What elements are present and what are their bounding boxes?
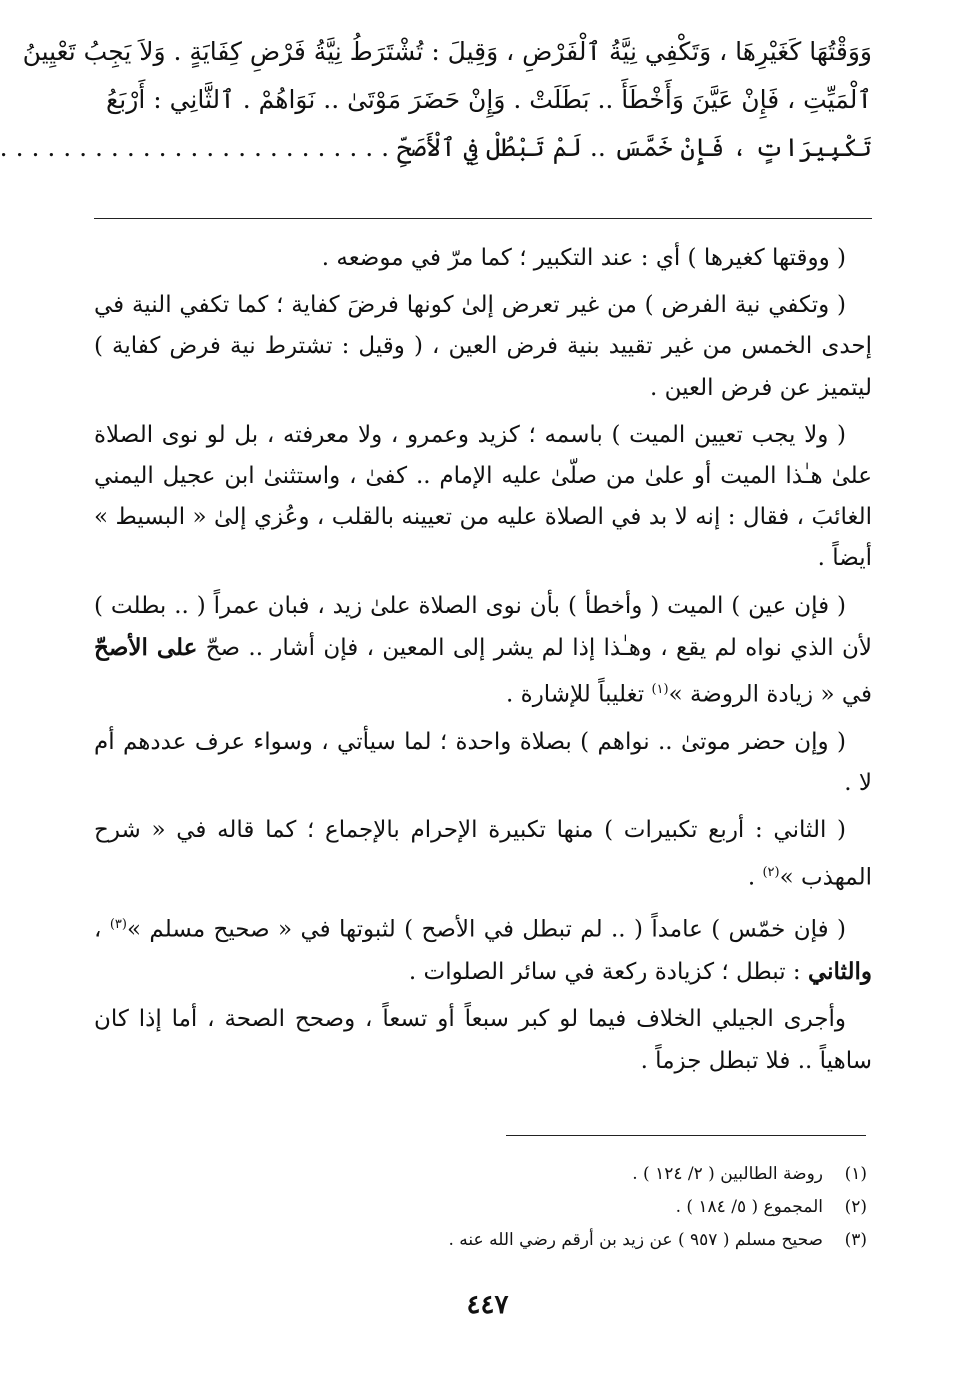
paragraph-7 [94,904,872,993]
page-number: ٤٤٧ [466,1290,509,1320]
footnote-number: (٢) [844,1197,867,1217]
paragraph-text: ( فإن خمّس ) عامداً ( .. لم تبطل في الأصح ) لثبوتها في « صحيح مسلم » [126,917,846,944]
footnote-text: صحيح مسلم ( ٩٥٧ ) عن زيد بن أرقم رضي الله عنه . [448,1230,823,1250]
paragraph-text: . [747,864,756,891]
paragraph-text: ( وإن حضر موتىٰ .. نواهم ) بصلاة واحدة ؛ لما سيأتي ، وسواء عرف عددهم أم لا . [94,728,872,797]
footnote-3 [167,1224,867,1257]
paragraph-1 [94,238,872,279]
paragraph-2 [94,285,872,409]
footnote-text: المجموع ( ٥/ ١٨٤ ) . [675,1197,823,1217]
footnote-2 [167,1191,867,1224]
matn-line-2: ٱلْمَيِّتِ ، فَإِنْ عَيَّنَ وَأَخْطَأَ .. بَطَلَتْ . وَإِنْ حَضَرَ مَوْتَىٰ .. نَوَاهُمْ . ٱلثَّانِي : أَرْبَعُ [106,85,872,114]
paragraph-text: ، [94,917,102,944]
footnote-1 [167,1158,867,1191]
bold-phrase: والثاني [807,958,872,986]
paragraph-text: وأجرى الجيلي الخلاف فيما لو كبر سبعاً أو تسعاً ، وصحح الصحة ، أما إذا كان ساهياً .. فلا تبطل جزماً . [94,1006,872,1074]
paragraph-8 [94,999,872,1081]
paragraph-text: : تبطل ؛ كزيادة ركعة في سائر الصلوات . [408,959,801,986]
footnote-ref-3[interactable]: (٣) [109,917,127,933]
paragraph-5 [94,722,872,804]
matn-line-3: تَكْبِيرَاتٍ ، فَإِنْ خَمَّسَ .. لَمْ تَبْطُلْ فِي ٱلْأَصَحِّ . . . . . . . . . . . . . . . . . . . . . . . . . [0,133,872,162]
paragraph-4 [94,586,872,716]
paragraph-text: في « زيادة الروضة » [668,681,872,708]
paragraph-text: ( وتكفي نية الفرض ) من غير تعرض إلىٰ كونها فرضَ كفاية ؛ كما تكفي النية في إحدى الخمس من غير تقييد بنية فرض العين ، ( وقيل : تشترط نية فرض كفاية ) ليتميز عن فرض العين . [94,292,872,401]
commentary-block [94,238,872,1088]
footnotes [167,1158,867,1257]
paragraph-text: ( الثاني : أربع تكبيرات ) منها تكبيرة الإحرام بالإجماع ؛ كما قاله في « شرح المهذب » [94,817,872,891]
footnote-rule [506,1135,866,1136]
matn-block [0,28,872,172]
paragraph-6 [94,810,872,898]
separator-rule [94,218,872,219]
paragraph-text: ( ووقتها كغيرها ) أي : عند التكبير ؛ كما مرّ في موضعه . [321,245,846,271]
footnote-ref-1[interactable]: (١) [651,682,669,698]
footnote-number: (١) [844,1164,867,1184]
paragraph-3 [94,415,872,580]
paragraph-text: ( ولا يجب تعيين الميت ) باسمه ؛ كزيد وعمرو ، ولا معرفته ، بل لو نوى الصلاة علىٰ هـٰذا الميت أو علىٰ من صلّىٰ عليه الإمام .. كفىٰ ، واستثنىٰ ابن عجيل اليمني الغائبَ ، فقال : إنه لا بد في الصلاة عليه من تعيينه بالقلب ، وعُزي إلىٰ « البسيط » أيضاً . [94,421,872,572]
footnote-text: روضة الطالبين ( ٢/ ١٢٤ ) . [632,1164,823,1184]
matn-line-1: وَوَقْتُهَا كَغَيْرِهَا ، وَتَكْفِي نِيَّةُ ٱلْفَرْضِ ، وَقِيلَ : تُشْتَرَطُ نِيَّةُ فَرْضِ كِفَايَةٍ . وَلاَ يَجِبُ تَعْيِينُ [22,37,872,66]
footnote-ref-2[interactable]: (٢) [762,864,780,880]
bold-phrase: على الأصحّ [94,633,198,661]
paragraph-text: ( فإن عين ) الميت ( وأخطأ ) بأن نوى الصلاة علىٰ زيد ، فبان عمراً ( .. بطلت ) لأن الذي نواه لم يقع ، وهـٰذا إذا لم يشر إلى المعين ، فإن أشار .. صحّ [94,592,873,661]
paragraph-text: تغليباً للإشارة . [506,681,645,708]
footnote-number: (٣) [844,1230,867,1250]
